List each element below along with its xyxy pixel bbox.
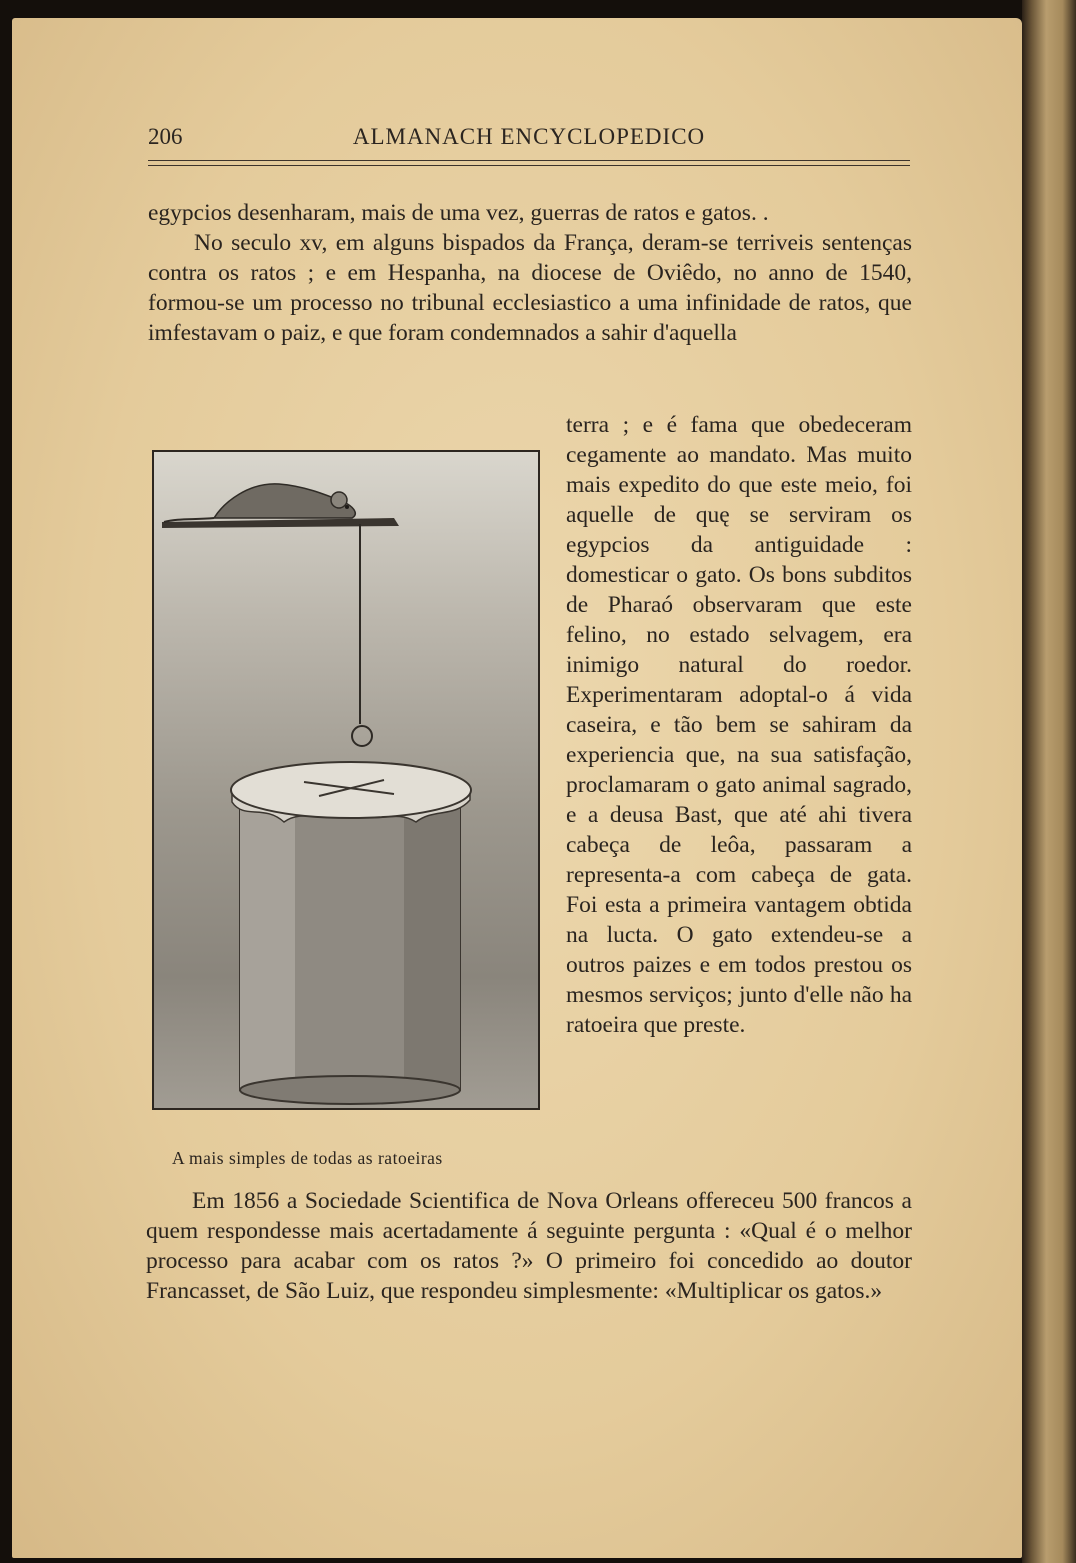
paragraph-3: Em 1856 a Sociedade Scientifica de Nova Orleans offereceu 500 francos a quem respondesse mais acertadamente á seguinte pergunta : «Qual é o melhor processo para acabar com os ratos ?» O primeiro foi concedido ao doutor Francasset, de São Luiz, que respondeu simplesmente: «Multiplicar os gatos.» [146,1188,912,1304]
paragraph-2-top: No seculo xv, em alguns bispados da França, deram-se terriveis sentenças contra os ratos ; e em Hespanha, na diocese de Oviêdo, no anno de 1540, formou-se um processo no tribunal ecclesiastico a uma infinidade de ratos, que imfestavam o paiz, e que foram condemnados a sahir d'aquella [148,230,912,346]
mouse-icon [164,484,355,522]
paragraph-1: egypcios desenharam, mais de uma vez, guerras de ratos e gatos. . [148,200,769,226]
running-title: ALMANACH ENCYCLOPEDICO [352,124,706,149]
header-rule-bottom [148,165,910,166]
header-rule-top [148,160,910,161]
book-spine [1022,0,1076,1563]
jar [231,762,471,1104]
text-block-bottom [146,1186,912,1306]
paragraph-2-column: terra ; e é fama que obedeceram cegamente ao mandato. Mas muito mais expedito do que este meio, foi aquelle de quę se serviram os egypcios da antiguidade : domesticar o gato. Os bons subditos de Pharaó observaram que este felino, no estado selvagem, era inimigo natural do roedor. Experimentaram adoptal-o á vida caseira, e tão bem se sahiram da experiencia que, na sua satisfação, proclamaram o gato animal sagrado, e a deusa Bast, que até ahi tivera cabeça de leôa, passaram a representa-a com cabeça de gata. Foi esta a primeira vantagem obtida na lucta. O gato extendeu-se a outros paizes e em todos prestou os mesmos serviços; junto d'elle não ha ratoeira que preste. [566,412,912,1038]
text-block-top [148,198,912,348]
page-header [148,118,910,158]
figure-caption: A mais simples de todas as ratoeiras [172,1148,443,1168]
page-number: 206 [148,124,183,149]
ring [352,726,372,746]
text-column-right [566,410,912,1040]
illustration-drawing [154,452,540,1110]
mousetrap-illustration [152,450,540,1110]
